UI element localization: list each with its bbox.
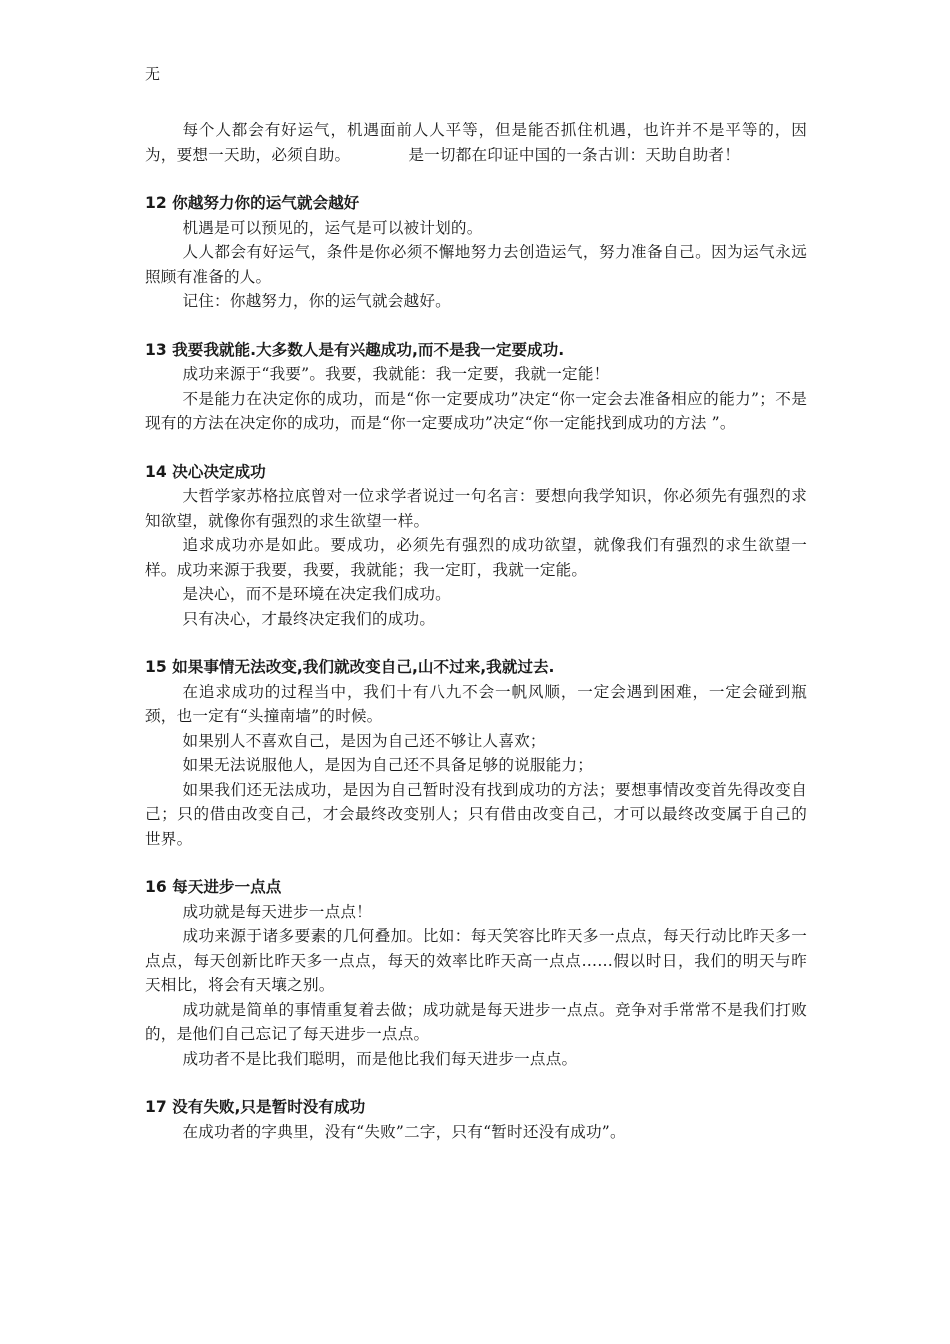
section-paragraph: 成功来源于诸多要素的几何叠加。比如：每天笑容比昨天多一点点，每天行动比昨天多一点点，每天创新比昨天多一点点，每天的效率比昨天高一点点……假以时日，我们的明天与昨天相比，将会有天壤之别。 [145, 927, 807, 994]
section-paragraph: 如果别人不喜欢自己，是因为自己还不够让人喜欢； [182, 731, 546, 750]
section-14 [145, 460, 807, 632]
section-17 [145, 1095, 807, 1144]
intro-text-a: 每个人都会有好运气，机遇面前人人平等，但是能否抓住机遇，也许并不是平等的，因为，要想一天助，必须自助。 [145, 121, 807, 164]
section-paragraph: 成功来源于“我要”。我要，我就能：我一定要，我就一定能！ [182, 365, 610, 383]
section-heading: 16 每天进步一点点 [145, 878, 282, 896]
section-heading: 13 我要我就能.大多数人是有兴趣成功,而不是我一定要成功. [145, 340, 565, 359]
header-mark: 无 [145, 65, 161, 83]
section-paragraph: 人人都会有好运气，条件是你必须不懈地努力去创造运气，努力准备自己。因为运气永远照顾有准备的人。 [145, 243, 807, 286]
section-16 [145, 875, 807, 1071]
section-paragraph: 记住：你越努力，你的运气就会越好。 [182, 292, 451, 310]
section-heading: 17 没有失败,只是暂时没有成功 [145, 1098, 366, 1116]
section-12 [145, 191, 807, 314]
document-page [145, 62, 807, 1144]
section-heading: 15 如果事情无法改变,我们就改变自己,山不过来,我就过去. [145, 658, 555, 676]
section-paragraph: 如果无法说服他人，是因为自己还不具备足够的说服能力； [182, 756, 594, 774]
intro-text-b: 是一切都在印证中国的一条古训：天助自助者！ [408, 145, 740, 164]
section-paragraph: 在成功者的字典里，没有“失败”二字，只有“暂时还没有成功”。 [182, 1122, 626, 1141]
section-13 [145, 338, 807, 436]
section-paragraph: 不是能力在决定你的成功，而是“你一定要成功”决定“你一定会去准备相应的能力”；不是现有的方法在决定你的成功，而是“你一定要成功”决定“你一定能找到成功的方法 ”。 [145, 389, 807, 432]
section-paragraph: 追求成功亦是如此。要成功，必须先有强烈的成功欲望，就像我们有强烈的求生欲望一样。成功来源于我要，我要，我就能；我一定盯，我就一定能。 [145, 536, 807, 579]
section-paragraph: 成功就是简单的事情重复着去做；成功就是每天进步一点点。竞争对手常常不是我们打败的，是他们自己忘记了每天进步一点点。 [145, 1000, 807, 1043]
section-paragraph: 在追求成功的过程当中，我们十有八九不会一帆风顺，一定会遇到困难，一定会碰到瓶颈，也一定有“头撞南墙”的时候。 [145, 682, 807, 725]
section-paragraph: 成功就是每天进步一点点！ [182, 902, 372, 921]
section-heading: 12 你越努力你的运气就会越好 [145, 194, 360, 212]
section-15 [145, 655, 807, 851]
section-heading: 14 决心决定成功 [145, 462, 266, 481]
section-paragraph: 成功者不是比我们聪明，而是他比我们每天进步一点点。 [182, 1049, 578, 1068]
section-paragraph: 只有决心，才最终决定我们的成功。 [182, 609, 436, 628]
section-paragraph: 如果我们还无法成功，是因为自己暂时没有找到成功的方法；要想事情改变首先得改变自己；只的借由改变自己，才会最终改变别人；只有借由改变自己，才可以最终改变属于自己的世界。 [145, 780, 807, 848]
section-paragraph: 大哲学家苏格拉底曾对一位求学者说过一句名言：要想向我学知识，你必须先有强烈的求知欲望，就像你有强烈的求生欲望一样。 [145, 487, 807, 530]
intro-paragraph [145, 118, 807, 167]
section-paragraph: 是决心，而不是环境在决定我们成功。 [182, 585, 451, 603]
section-paragraph: 机遇是可以预见的，运气是可以被计划的。 [182, 218, 483, 237]
